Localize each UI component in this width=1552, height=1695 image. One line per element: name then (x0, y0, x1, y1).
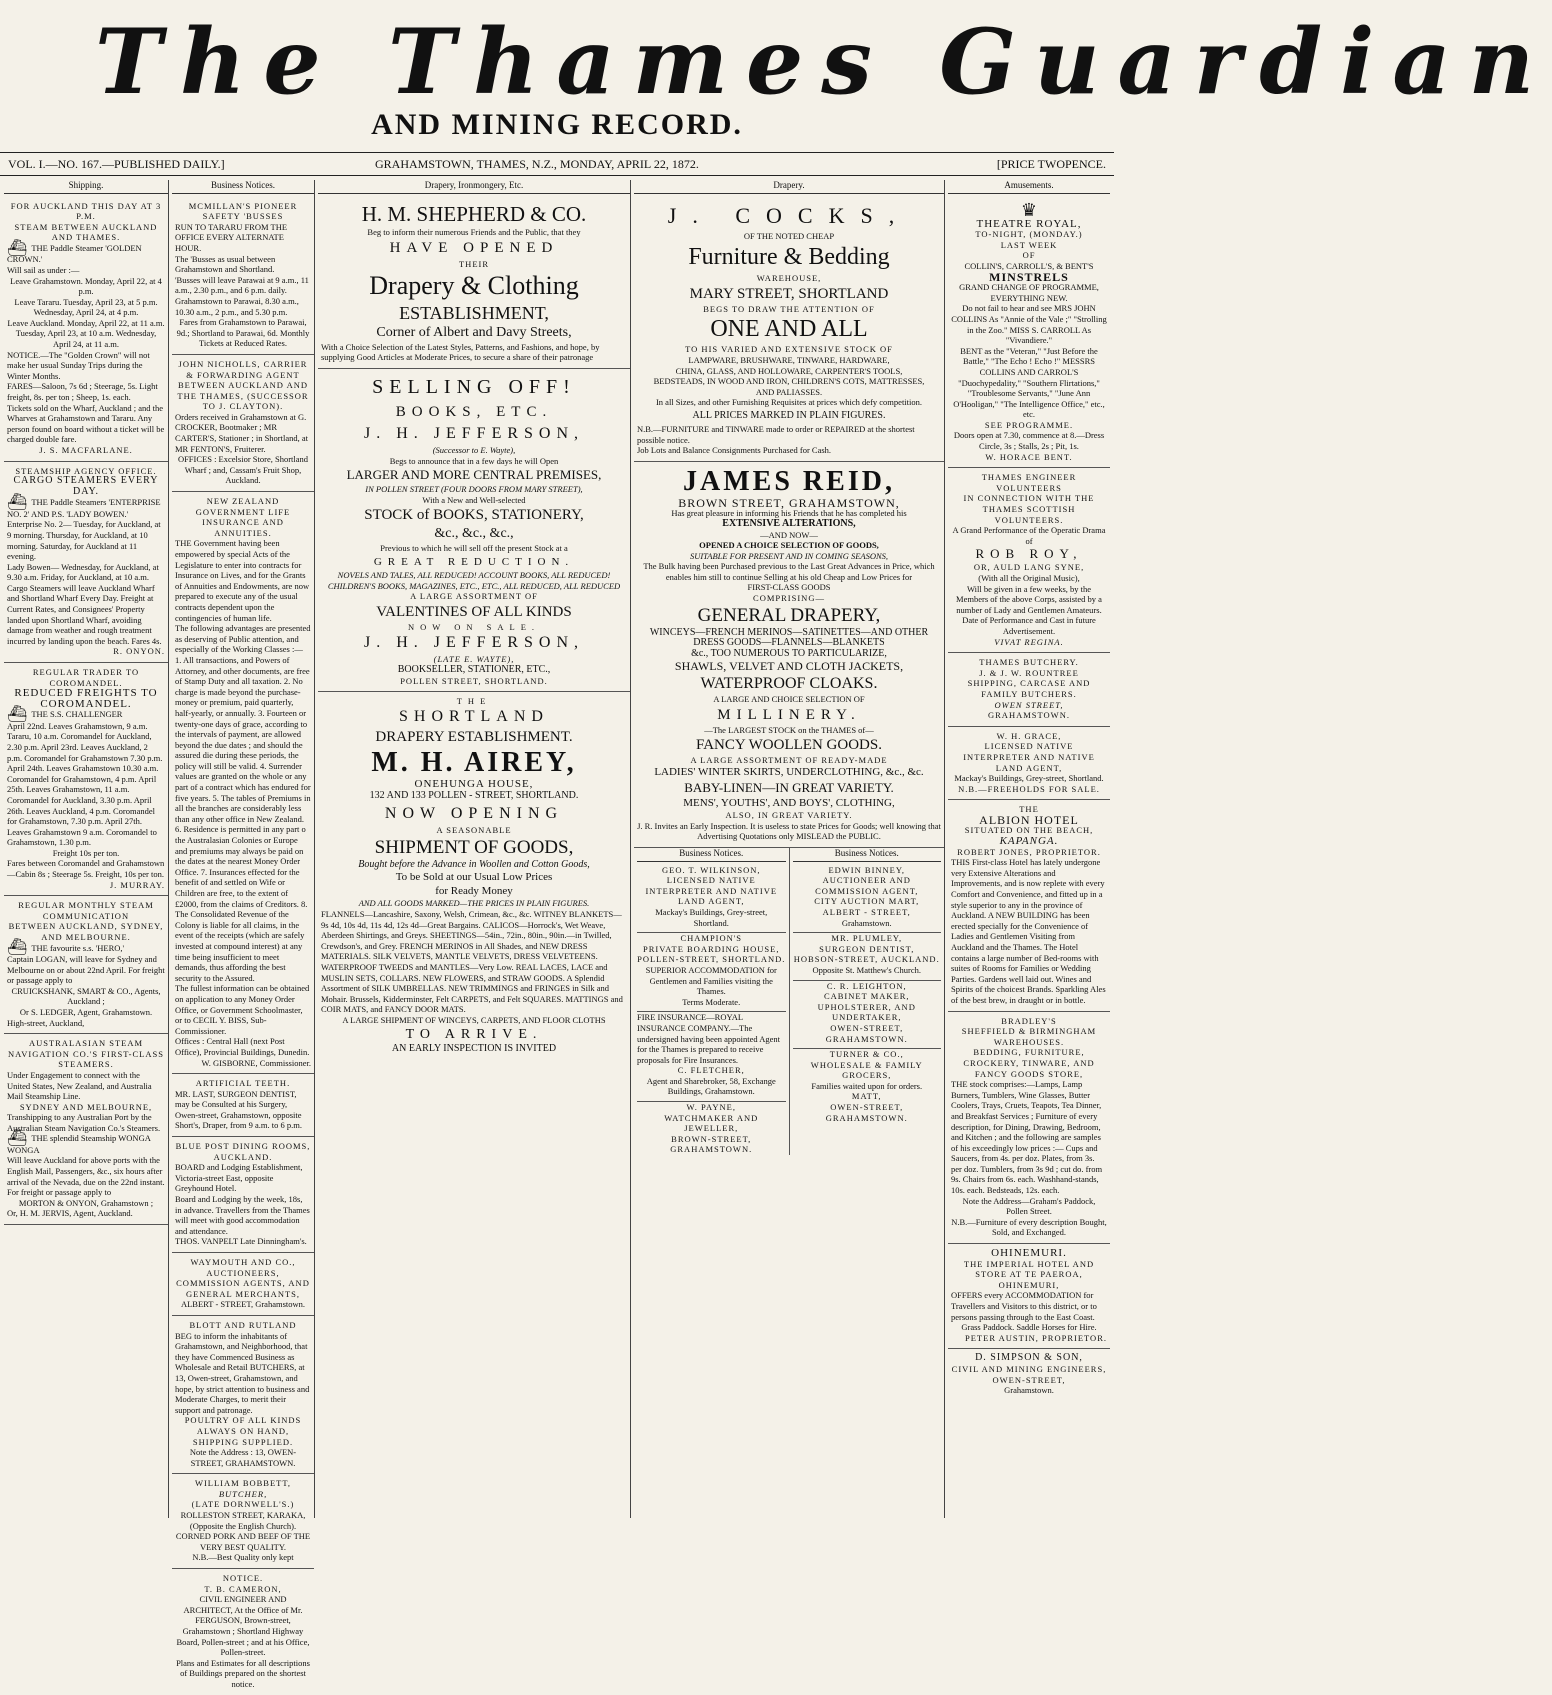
column-heading: Business Notices. (172, 180, 314, 194)
volume-number: VOL. I.—NO. 167.—PUBLISHED DAILY.] (8, 157, 225, 171)
royal-crest-icon: ♛ (1020, 199, 1038, 220)
ad-blue-post: BLUE POST DINING ROOMS, AUCKLAND. BOARD and Lodging Establishment, Victoria-street East, opposite Greyhound Hotel. Board and Lodging by the week, 18s, in advance. Travellers from the Thames will meet with good accommodation and attendance. THOS. VANPELT Late Dinningham's. (172, 1137, 314, 1253)
ad-mcmillans-busses: MCMILLAN'S PIONEER SAFETY 'BUSSES RUN TO TARARU FROM THE OFFICE EVERY ALTERNATE HOUR. The 'Busses as usual between Grahamstown and Shortland. 'Busses will leave Parawai at 9 a.m., 11 a.m., 2.30 p.m., and 6 p.m. daily. Grahamstown to Parawai, 8.30 a.m., 10.30 a.m., 2 p.m., and 5.30 p.m. Fares from Grahamstown to Parawai, 9d.; Shortland to Parawai, 6d. Monthly Tickets at Reduced Rates. (172, 197, 314, 355)
price: [PRICE TWOPENCE. (996, 157, 1106, 171)
ad-thames-butchery: THAMES BUTCHERY. J. & J. W. ROUNTREE SHIPPING, CARCASE AND FAMILY BUTCHERS. OWEN STREET, GRAHAMSTOWN. (948, 653, 1110, 727)
ad-wonga-wonga: AUSTRALASIAN STEAM NAVIGATION CO.'S FIRST-CLASS STEAMERS. Under Engagement to connect with the United States, New Zealand, and Australia Mail Steamship Line. SYDNEY AND MELBOURNE, Transhipping to any Australian Port by the Australian Steam Navigation Co.'s Steamers. ⛴ THE splendid Steamship WONGA WONGA Will leave Auckland for above ports with the English Mail, Passengers, &c., six hours after arrival of the Nevada, due on the 22nd instant. For freight or passage apply to MORTON & ONYON, Grahamstown ; Or, H. M. JERVIS, Agent, Auckland. (4, 1034, 168, 1225)
ad-bradleys: BRADLEY'S SHEFFIELD & BIRMINGHAM WAREHOUSES. BEDDING, FURNITURE, CROCKERY, TINWARE, AND FANCY GOODS STORE, THE stock comprises:—Lamps, Lamp Burners, Tumblers, Wine Glasses, Butter Coolers, Trays, Cruets, Teapots, Tea Dinner, and Breakfast Services ; Furniture of every description, for Dining, Drawing, Bedroom, and Kitchen ; and the following are samples of his exceedingly low prices :— Cups and Saucers, from 4s. per doz. Plates, from 3s. per doz. Tumblers, from 3s 9d ; cut do. from 9s. Chairs from 6s. each. Washhand-stands, 10s. each. Bedsteads, 12s. each. Note the Address—Graham's Paddock, Pollen Street. N.B.—Furniture of every description Bought, Sold, and Exchanged. (948, 1012, 1110, 1244)
ad-government-insurance: NEW ZEALAND GOVERNMENT LIFE INSURANCE AND ANNUITIES. THE Government having been empowered by special Acts of the Legislature to enter into contracts for Insurance on Lives, and for the Grants of Annuities and Endowments, are now prepared to execute any of the usual contracts dependent upon the contingencies of human life. The following advantages are presented as deserving of Public attention, and especially of the Working Classes :— 1. All transactions, and Powers of Attorney, and other documents, are free of Stamp Duty and all taxation. 2. No charge is made beyond the purchase-money or premium, paid quarterly, half-yearly, or annually. 3. Fourteen or twenty-one days of grace, according to the intervals of payment, are allowed beyond the due dates ; and should the assured die during these periods, the policy will still be valid. 4. Surrender values are granted on the whole or any part of a contract which has endured for five years. 5. The tables of Premiums in all the branches are considerably less than any other office in New Zealand. 6. Residence is permitted in any part o the Australasian Colonies or Europe and premiums may always be paid on the dates at the nearest Money Order Office. 7. Insurances effected for the benefit of and settled on Wife or Children are free, to the extent of £2000, from the claims of Creditors. 8. The Consolidated Revenue of the Colony is liable for all claims, in the event of the receipts (which are safely invested at compound interest) at any time being insufficient to meet demands, thus affording the best security to the Assured. The fullest information can be obtained on application to any Money Order Office, or Government Schoolmaster, or to CECIL Y. BISS, Sub-Commissioner. Offices : Central Hall (next Post Office), Provincial Buildings, Dunedin. W. GISBORNE, Commissioner. (172, 492, 314, 1074)
ad-james-reid: JAMES REID, BROWN STREET, GRAHAMSTOWN, Has great pleasure in informing his Friends that he has completed his EXTENSIVE ALTERATIONS, —AND NOW— OPENED A CHOICE SELECTION OF GOODS, SUITABLE FOR PRESENT AND IN COMING SEASONS, The Bulk having been Purchased previous to the Last Great Advances in Price, which enables him still to continue Selling at his old Cheap and Low Prices for FIRST-CLASS GOODS COMPRISING— GENERAL DRAPERY, WINCEYS—FRENCH MERINOS—SATINETTES—AND OTHER DRESS GOODS—FLANNELS—BLANKETS &c., TOO NUMEROUS TO PARTICULARIZE, SHAWLS, VELVET AND CLOTH JACKETS, WATERPROOF CLOAKS. A LARGE AND CHOICE SELECTION OF MILLINERY. —The LARGEST STOCK on the THAMES of— FANCY WOOLLEN GOODS. A LARGE ASSORTMENT OF READY-MADE LADIES' WINTER SKIRTS, UNDERCLOTHING, &c., &c. BABY-LINEN—IN GREAT VARIETY. MENS', YOUTHS', AND BOYS', CLOTHING, ALSO, IN GREAT VARIETY. J. R. Invites an Early Inspection. It is useless to state Prices for Goods; well knowing that Advertising Quotations only MISLEAD the PUBLIC. (634, 462, 944, 848)
business-notices-left: Business Notices. GEO. T. WILKINSON, LICENSED NATIVE INTERPRETER AND NATIVE LAND AGENT, Mackay's Buildings, Grey-street, Shortland. CHAMPION'S PRIVATE BOARDING HOUSE, POLLEN-STREET, SHORTLAND. SUPERIOR ACCOMMODATION for Gentlemen and Families visiting the Thames. Terms Moderate. FIRE INSURANCE—ROYAL INSURANCE COMPANY.—The undersigned having been appointed Agent for the Thames is prepared to receive proposals for Fire Insurances. C. FLETCHER, Agent and Sharebroker, 58, Exchange Buildings, Grahamstown. W. PAYNE, WATCHMAKER AND JEWELLER, BROWN-STREET, GRAHAMSTOWN. (634, 848, 790, 1155)
column-drapery-ironmongery (318, 180, 631, 1518)
ad-artificial-teeth: ARTIFICIAL TEETH. MR. LAST, SURGEON DENTIST, may be Consulted at his Surgery, Owen-street, Grahamstown, opposite Short's, Draper, from 9 a.m. to 6 p.m. (172, 1074, 314, 1137)
masthead (0, 0, 1552, 150)
ad-w-h-grace: W. H. GRACE, LICENSED NATIVE INTERPRETER AND NATIVE LAND AGENT, Mackay's Buildings, Grey-street, Shortland. N.B.—FREEHOLDS FOR SALE. (948, 727, 1110, 801)
business-notices-right: Business Notices. EDWIN BINNEY, AUCTIONEER AND COMMISSION AGENT, CITY AUCTION MART, ALBERT - STREET, Grahamstown. MR. PLUMLEY, SURGEON DENTIST, HOBSON-STREET, AUCKLAND. Opposite St. Matthew's Church. C. R. LEIGHTON, CABINET MAKER, UPHOLSTERER, AND UNDERTAKER, OWEN-STREET, GRAHAMSTOWN. TURNER & CO., WHOLESALE & FAMILY GROCERS, Families waited upon for orders. MATT, OWEN-STREET, GRAHAMSTOWN. (793, 848, 940, 1123)
ad-hero: REGULAR MONTHLY STEAM COMMUNICATION BETWEEN AUCKLAND, SYDNEY, AND MELBOURNE. ⛴ THE favourite s.s. 'HERO,' Captain LOGAN, will leave for Sydney and Melbourne on or about 22nd April. For freight or passage apply to CRUICKSHANK, SMART & CO., Agents, Auckland ; Or S. LEDGER, Agent, Grahamstown. High-street, Auckland, (4, 896, 168, 1034)
ad-steamship-agency: STEAMSHIP AGENCY OFFICE. CARGO STEAMERS EVERY DAY. ⛴ THE Paddle Steamers 'ENTERPRISE NO. 2' AND P.S. 'LADY BOWEN.' Enterprise No. 2— Tuesday, for Auckland, at 9 morning. Thursday, for Auckland, at 10 morning. Saturday, for Auckland at 11 evening. Lady Bowen— Wednesday, for Auckland, at 9.30 a.m. Friday, for Auckland, at 10 a.m. Cargo Steamers will leave Auckland Wharf and Shortland Wharf Every Day. Freight at Current Rates, and Consignees' Property landed upon Shortland Wharf, avoiding damage from weather and rough treatment incurred by landing upon the beach. Fares 4s. R. ONYON. (4, 462, 168, 663)
ad-william-bobbett: WILLIAM BOBBETT, BUTCHER, (LATE DORNWELL'S.) ROLLESTON STREET, KARAKA, (Opposite the English Church). CORNED PORK AND BEEF OF THE VERY BEST QUALITY. N.B.—Best Quality only kept (172, 1474, 314, 1569)
column-drapery (634, 180, 945, 1518)
place-and-date: GRAHAMSTOWN, THAMES, N.Z., MONDAY, APRIL 22, 1872. (375, 157, 699, 171)
ad-albion-hotel: THE ALBION HOTEL SITUATED ON THE BEACH, KAPANGA. ROBERT JONES, PROPRIETOR. THIS First-class Hotel has lately undergone very Extensive Alterations and Improvements, and is now replete with every Comfort and Convenience, and fitted up in a style superior to any in the province of Auckland. A NEW BUILDING has been erected specially for the Convenience of Ladies and Gentlemen Visiting from Auckland and the Thames. The Hotel contains a large number of Bed-rooms with suites of Rooms for Families or Wedding Parties. Gardens well laid out. Wines and Spirits of the choicest Brands. Sparkling Ales of the best brew, in draught or in bottle. (948, 800, 1110, 1011)
steamship-icon: ⛴ (7, 239, 28, 257)
ad-challenger: REGULAR TRADER TO COROMANDEL. REDUCED FREIGHTS TO COROMANDEL. ⛴ THE S.S. CHALLENGER April 22nd. Leaves Grahamstown, 9 a.m. Tararu, 10 a.m. Coromandel for Auckland, 2.30 p.m. April 23rd. Leaves Auckland, 2 p.m. Coromandel for Grahamstown 7.30 p.m. April 24th. Leaves Grahamstown 10.30 a.m. Coromandel for Grahamstown, 4 p.m. April 25th. Leaves Grahamstown, 11 a.m. Coromandel for Auckland, 3.30 p.m. April 26th. Leaves Auckland, 4 p.m. Coromandel for Grahamstown, 7.30 p.m. April 27th. Leaves Grahamstown 9 a.m. Coromandel to Grahamstown, 1.30 p.m. Freight 10s per ton. Fares between Coromandel and Grahamstown—Cabin 8s ; Steerage 5s. Freight, 10s per ton. J. MURRAY. (4, 663, 168, 896)
column-heading: Drapery, Ironmongery, Etc. (318, 180, 630, 194)
newspaper-subtitle: AND MINING RECORD. (371, 108, 743, 141)
ad-ohinemuri: OHINEMURI. THE IMPERIAL HOTEL AND STORE AT TE PAEROA, OHINEMURI, OFFERS every ACCOMMODATION for Travellers and Visitors to this district, or to persons passing through to the East Coast. Grass Paddock. Saddle Horses for Hire. PETER AUSTIN, PROPRIETOR. (948, 1244, 1110, 1349)
ad-cameron: NOTICE. T. B. CAMERON, CIVIL ENGINEER AND ARCHITECT, At the Office of Mr. FERGUSON, Brown-street, Grahamstown ; Shortland Highway Board, Pollen-street ; and at his Office, Pollen-street. Plans and Estimates for all descriptions of Buildings prepared on the shortest notice. (176, 1573, 310, 1689)
ad-shepherd: H. M. SHEPHERD & CO. Beg to inform their numerous Friends and the Public, that they HAVE OPENED THEIR Drapery & Clothing ESTABLISHMENT, Corner of Albert and Davy Streets, With a Choice Selection of the Latest Styles, Patterns, and Fashions, and hope, by supplying Good Articles at Moderate Prices, to secure a share of their patronage (318, 197, 630, 369)
steamship-icon: ⛴ (7, 1130, 28, 1148)
ad-theatre-royal: ♛ THEATRE ROYAL, TO-NIGHT, (MONDAY.) LAST WEEK OF COLLIN'S, CARROLL'S, & BENT'S MINSTRELS GRAND CHANGE OF PROGRAMME, EVERYTHING NEW. Do not fail to hear and see MRS JOHN COLLINS As "Annie of the Vale ;" "Strolling in the Zoo." MISS S. CARROLL As "Vivandiere." BENT as the "Veteran," "Just Before the Battle," "The Echo ! Echo !" MESSRS COLLINS AND CARROL'S "Duochypedality," "Southern Flirtations," "Troublesome Servants," "June Ann O'Hooligan," "The Intelligence Office," etc., etc. SEE PROGRAMME. Doors open at 7.30, commence at 8.—Dress Circle, 3s ; Stalls, 2s ; Pit, 1s. W. HORACE BENT. (948, 197, 1110, 469)
ad-blott-rutland: BLOTT AND RUTLAND BEG to inform the inhabitants of Grahamstown, and Neighborhood, that they have Commenced Business as Wholesale and Retail BUTCHERS, at 13, Owen-street, Grahamstown, and hope, by strict attention to business and Moderate Charges, to merit their support and patronage. POULTRY OF ALL KINDS ALWAYS ON HAND, SHIPPING SUPPLIED. Note the Address : 13, OWEN-STREET, GRAHAMSTOWN. (172, 1316, 314, 1474)
newspaper-title: The Thames Guardian (95, 9, 1552, 115)
steamship-icon: ⛴ (7, 494, 28, 512)
column-shipping (4, 180, 169, 1518)
steamship-icon: ⛴ (7, 939, 28, 957)
ad-waymouth: WAYMOUTH AND CO., AUCTIONEERS, COMMISSION AGENTS, AND GENERAL MERCHANTS, ALBERT - STREET, Grahamstown. (172, 1253, 314, 1316)
ad-jefferson-selling-off: SELLING OFF! BOOKS, ETC. J. H. JEFFERSON, (Successor to E. Wayte), Begs to announce that in a few days he will Open LARGER AND MORE CENTRAL PREMISES, IN POLLEN STREET (FOUR DOORS FROM MARY STREET), With a New and Well-selected STOCK of BOOKS, STATIONERY, &c., &c., &c., Previous to which he will sell off the present Stock at a GREAT REDUCTION. NOVELS AND TALES, ALL REDUCED! ACCOUNT BOOKS, ALL REDUCED! CHILDREN'S BOOKS, MAGAZINES, ETC., ETC., ALL REDUCED, ALL REDUCED A LARGE ASSORTMENT OF VALENTINES OF ALL KINDS NOW ON SALE. J. H. JEFFERSON, (LATE E. WAYTE), BOOKSELLER, STATIONER, ETC., POLLEN STREET, SHORTLAND. (318, 369, 630, 692)
ad-cocks-furniture: J. COCKS, OF THE NOTED CHEAP Furniture & Bedding WAREHOUSE, MARY STREET, SHORTLAND BEGS TO DRAW THE ATTENTION OF ONE AND ALL TO HIS VARIED AND EXTENSIVE STOCK OF LAMPWARE, BRUSHWARE, TINWARE, HARDWARE, CHINA, GLASS, AND HOLLOWARE, CARPENTER'S TOOLS, BEDSTEADS, IN WOOD AND IRON, CHILDREN'S COTS, MATTRESSES, AND PALIASSES. In all Sizes, and other Furnishing Requisites at prices which defy competition. ALL PRICES MARKED IN PLAIN FIGURES. N.B.—FURNITURE and TINWARE made to order or REPAIRED at the shortest possible notice. Job Lots and Balance Consignments Purchased for Cash. (634, 197, 944, 462)
column-business-notices (172, 180, 315, 1689)
ad-rob-roy: THAMES ENGINEER VOLUNTEERS IN CONNECTION WITH THE THAMES SCOTTISH VOLUNTEERS. A Grand Performance of the Operatic Drama of ROB ROY, OR, AULD LANG SYNE, (With all the Original Music), Will be given in a few weeks, by the Members of the above Corps, assisted by a number of Lady and Gentlemen Amateurs. Date of Performance and Cast in future Advertisement. VIVAT REGINA. (948, 468, 1110, 653)
ad-golden-crown: FOR AUCKLAND THIS DAY AT 3 P.M. STEAM BETWEEN AUCKLAND AND THAMES. ⛴ THE Paddle Steamer 'GOLDEN CROWN.' Will sail as under :— Leave Grahamstown. Monday, April 22, at 4 p.m. Leave Tararu. Tuesday, April 23, at 5 p.m. Wednesday, April 24, at 4 p.m. Leave Auckland. Monday, April 22, at 11 a.m. Tuesday, April 23, at 10 a.m. Wednesday, April 24, at 11 a.m. NOTICE.—The "Golden Crown" will not make her usual Sunday Trips during the Winter Months. FARES—Saloon, 7s 6d ; Steerage, 5s. Light freight, 8s. per ton ; Sheep, 1s. each. Tickets sold on the Wharf, Auckland ; and the Wharves at Grahamstown and Tararu. Any person found on board without a ticket will be charged double fare. J. S. MACFARLANE. (4, 197, 168, 462)
column-heading: Drapery. (634, 180, 944, 194)
steamship-icon: ⛴ (7, 706, 28, 724)
dateline-bar (0, 152, 1114, 176)
column-heading: Shipping. (4, 180, 168, 194)
ad-airey-shortland-drapery: THE SHORTLAND DRAPERY ESTABLISHMENT. M. H. AIREY, ONEHUNGA HOUSE, 132 AND 133 POLLEN - STREET, SHORTLAND. NOW OPENING A SEASONABLE SHIPMENT OF GOODS, Bought before the Advance in Woollen and Cotton Goods, To be Sold at our Usual Low Prices for Ready Money AND ALL GOODS MARKED—THE PRICES IN PLAIN FIGURES. FLANNELS—Lancashire, Saxony, Welsh, Crimean, &c., &c. WITNEY BLANKETS—9s 4d, 10s 4d, 11s 4d, 12s 4d—Great Bargains. CALICOS—Horrock's, Wet Weave, Aberdeen Shirtings, and Greys. SHEETINGS—54in., 72in., 80in., 90in.—in Twilled, Crewdson's, and Grey. FRENCH MERINOS in All Shades, and NEW DRESS MATERIALS. SILK VELVETS, MANTLE VELVETS, DRESS VELVETEENS. WATERPROOF TWEEDS and MANTLES—Very Low. REAL LACES, LACE and MUSLIN SETS, COLLARS. NEW FLOWERS, and STRAW GOODS. A Splendid Assortment of SILK UMBRELLAS. NEW TRIMMINGS and FRINGES in Silk and Mohair. Brussels, Kidderminster, Felt CARPETS, and Felt SQUARES. MATTINGS and COIR MATS, and FANCY DOOR MATS. A LARGE SHIPMENT OF WINCEYS, CARPETS, AND FLOOR CLOTHS TO ARRIVE. AN EARLY INSPECTION IS INVITED (321, 696, 623, 1054)
ad-john-nicholls: JOHN NICHOLLS, CARRIER & FORWARDING AGENT BETWEEN AUCKLAND AND THE THAMES, (SUCCESSOR TO J. CLAYTON). Orders received in Grahamstown at G. CROCKER, Bootmaker ; MR CARTER'S, Stationer ; in Shortland, at MR FENTON'S, Fruiterer. OFFICES : Excelsior Store, Shortland Wharf ; and, Cassam's Fruit Shop, Auckland. (172, 355, 314, 492)
column-heading: Amusements. (948, 180, 1110, 194)
ad-simpson: D. SIMPSON & SON, CIVIL AND MINING ENGINEERS, OWEN-STREET, Grahamstown. (951, 1352, 1107, 1396)
column-amusements (948, 180, 1110, 1518)
business-notices-subcolumns (634, 848, 944, 1155)
